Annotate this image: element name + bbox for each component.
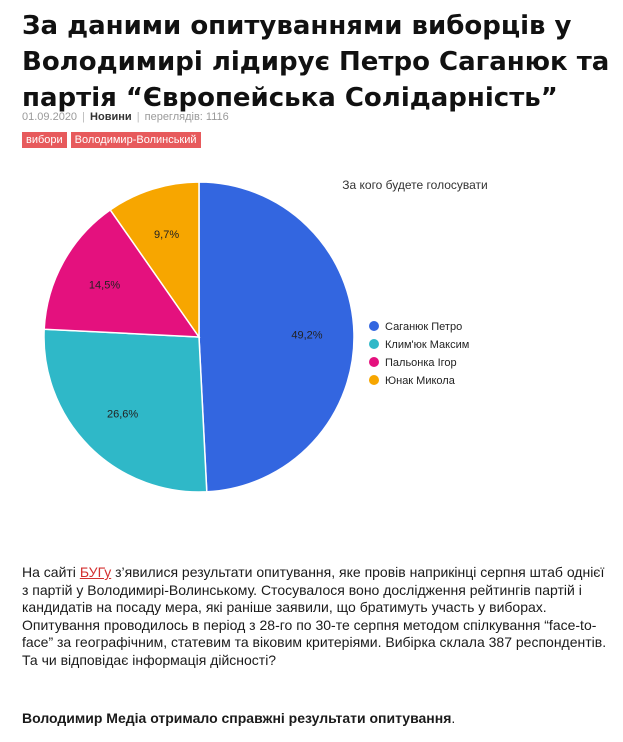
article-body [22,564,608,670]
bug-source-link[interactable]: БУГу [79,564,112,580]
legend-item-label: Пальонка Ігор [385,357,457,369]
legend-item-label: Клим'юк Максим [385,339,470,351]
legend-item-label: Саганюк Петро [385,321,463,333]
article-body-intro: На сайті [22,564,80,580]
article-meta [22,111,229,123]
pie-chart-canvas [0,160,623,550]
slice-label: 9,7% [154,228,180,241]
article-title: За даними опитуваннями виборців у Володимирі лідирує Петро Саганюк та партія “Європейська Солідарність” [22,11,610,113]
poll-pie-chart [0,160,623,550]
legend-swatch [369,357,379,367]
conclusion-bold-text: Володимир Медіа отримало справжні результати опитування [22,710,452,726]
slice-label: 49,2% [291,329,323,342]
legend-swatch [369,321,379,331]
article-body-text: з’явилися результати опитування, яке провів наприкінці серпня штаб однієї з партій у Володимирі-Волинському. Стосувалося воно дослідження рейтингів партій і кандидатів на посаду мера, які раніше заявили, що братимуть участь у виборах. Опитування проводилось в період з 28-го по 30-те серпня методом спілкування “face-to-face” за географічним, статевим та віковим критеріями. Вибірка склала 387 респондентів. Та чи відповідає інформація дійсності? [22,564,607,668]
tag-volodymyr-volynskyi[interactable]: Володимир-Волинський [71,132,201,148]
article-category-link[interactable]: Новини [90,111,132,123]
article-tags [22,132,201,148]
slice-label: 14,5% [88,279,121,292]
slice-label: 26,6% [107,408,139,421]
legend-swatch [369,375,379,385]
meta-separator: | [136,111,140,123]
chart-title: За кого будете голосувати [342,178,488,192]
article-conclusion [22,710,608,727]
legend-swatch [369,339,379,349]
conclusion-period: . [451,710,456,726]
tag-elections[interactable]: вибори [22,132,67,148]
article-date: 01.09.2020 [22,111,78,123]
article-views: переглядів: 1116 [144,111,229,123]
meta-separator: | [82,111,85,123]
legend-item-label: Юнак Микола [385,375,455,387]
pie-slice [199,182,354,492]
